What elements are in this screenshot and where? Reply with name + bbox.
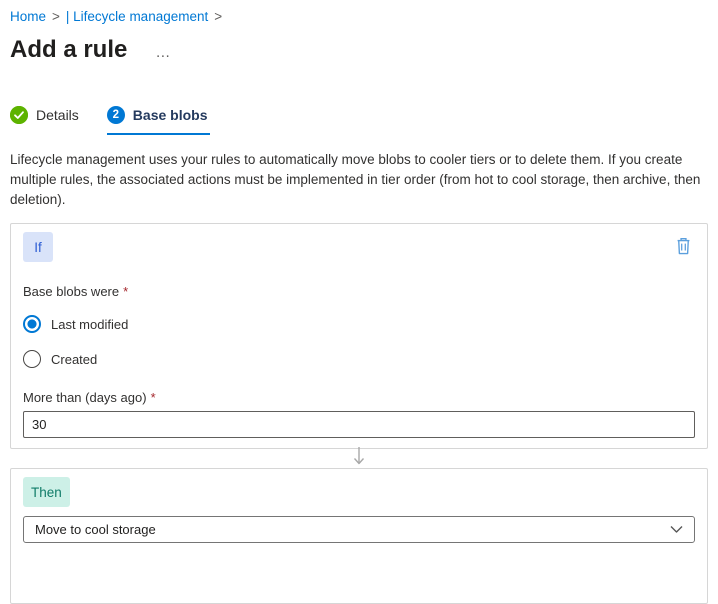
action-dropdown-value: Move to cool storage	[35, 522, 156, 537]
breadcrumb-link-lifecycle-management[interactable]: | Lifecycle management	[65, 9, 209, 24]
radio-last-modified[interactable]	[23, 315, 695, 333]
more-than-days-text: More than (days ago)	[23, 390, 147, 405]
title-row	[10, 35, 708, 65]
required-asterisk: *	[150, 390, 156, 405]
base-blobs-were-text: Base blobs were	[23, 284, 120, 299]
tab-details[interactable]	[10, 106, 81, 135]
tab-details-label: Details	[36, 107, 79, 123]
action-dropdown[interactable]	[23, 516, 695, 543]
arrow-down-icon	[351, 447, 367, 470]
wizard-steps	[10, 106, 708, 135]
description-text: Lifecycle management uses your rules to automatically move blobs to cooler tiers or to delete them. If you create multiple rules, the associated actions must be implemented in tier order (from hot to cool storage, then archive, then deletion).	[10, 152, 701, 207]
breadcrumb-separator: >	[214, 9, 223, 24]
trash-icon	[675, 243, 692, 258]
if-card	[10, 223, 708, 449]
days-ago-input[interactable]	[23, 411, 695, 438]
breadcrumb	[10, 8, 708, 26]
required-asterisk: *	[123, 284, 129, 299]
breadcrumb-link-home[interactable]: Home	[10, 9, 47, 24]
radio-unselected-icon	[23, 350, 41, 368]
tab-base-blobs-label: Base blobs	[132, 107, 208, 123]
step-2-badge-icon: 2	[107, 106, 125, 124]
chevron-down-icon	[670, 522, 683, 537]
base-blobs-were-label	[23, 284, 695, 299]
page-title: Add a rule	[10, 36, 128, 63]
more-menu-button[interactable]: …	[155, 44, 173, 61]
check-icon	[10, 106, 28, 124]
then-badge: Then	[23, 477, 70, 507]
breadcrumb-separator: >	[52, 9, 60, 24]
tab-base-blobs[interactable]	[107, 106, 210, 135]
more-than-days-label	[23, 390, 695, 405]
delete-rule-button[interactable]	[672, 234, 695, 258]
if-card-header	[23, 232, 695, 262]
radio-selected-icon	[23, 315, 41, 333]
then-card	[10, 468, 708, 604]
if-badge: If	[23, 232, 53, 262]
flow-connector	[10, 449, 708, 468]
radio-created[interactable]	[23, 350, 695, 368]
radio-created-label: Created	[51, 351, 98, 367]
radio-last-modified-label: Last modified	[51, 316, 129, 332]
